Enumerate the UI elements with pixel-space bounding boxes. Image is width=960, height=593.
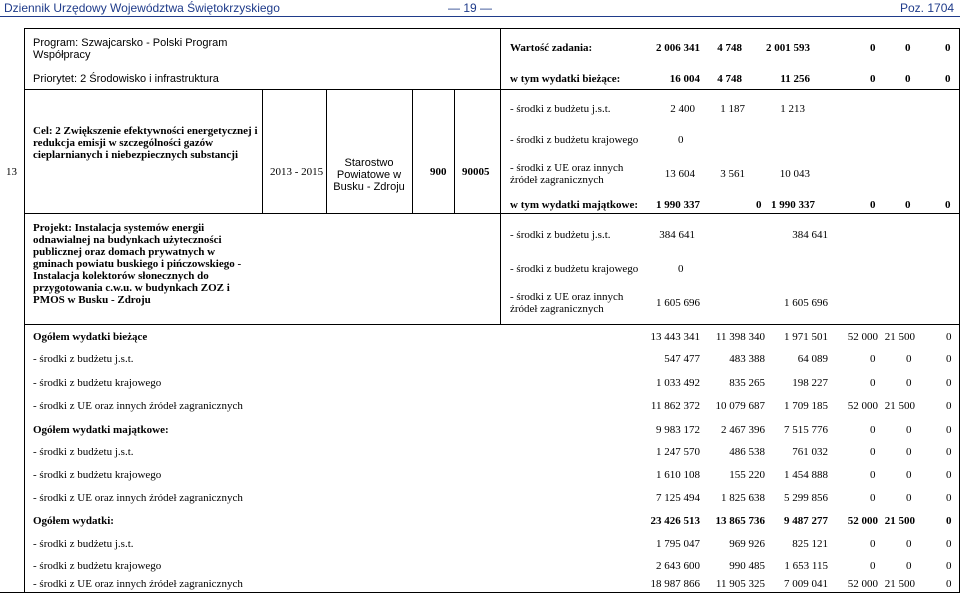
summary-y4: 21 500: [884, 400, 915, 412]
summary-label: - środki z UE oraz innych źródeł zagranicznych: [33, 400, 243, 412]
capital-y2: 1 990 337: [771, 199, 815, 211]
current-y3: 0: [870, 73, 876, 85]
summary-total: 2 643 600: [656, 560, 700, 572]
summary-label: - środki z budżetu j.s.t.: [33, 538, 134, 550]
summary-y2: 825 121: [792, 538, 828, 550]
summary-label: Ogółem wydatki:: [33, 515, 114, 527]
goal-text: Cel: 2 Zwiększenie efektywności energetycznej i redukcja emisji w szczególności gazów cieplarnianych i niebezpiecznych substancji: [33, 125, 258, 161]
page-number: — 19 —: [448, 1, 493, 15]
summary-y4: 0: [906, 446, 912, 458]
summary-y2: 1 709 185: [784, 400, 828, 412]
summary-y3: 52 000: [847, 400, 878, 412]
summary-y1: 483 388: [729, 353, 765, 365]
capital-national-total: 0: [678, 263, 684, 275]
current-jst-y1: 1 187: [720, 103, 745, 115]
project-text: Projekt: Instalacja systemów energii odnawialnej na budynkach użyteczności publicznej oraz domach prywatnych w gminach powiatu buskiego i pińczowskiego - Instalacja kolektorów słonecznych do przygotowania c.w.u. w budynkach ZOZ i PMOS w Busku - Zdroju: [33, 222, 242, 306]
capital-eu-label: - środki z UE oraz innych źródeł zagranicznych: [510, 291, 624, 315]
summary-y2: 9 487 277: [784, 515, 828, 527]
dzial: 900: [430, 166, 447, 178]
summary-total: 13 443 341: [650, 331, 700, 343]
current-jst-label: - środki z budżetu j.s.t.: [510, 103, 611, 115]
summary-y1: 13 865 736: [715, 515, 765, 527]
task-value-y2: 2 001 593: [766, 42, 810, 54]
current-total: 16 004: [669, 73, 700, 85]
rozdzial: 90005: [462, 166, 490, 178]
summary-y4: 0: [906, 469, 912, 481]
summary-y1: 1 825 638: [721, 492, 765, 504]
task-value-y4: 0: [905, 42, 911, 54]
summary-y3: 0: [870, 538, 876, 550]
summary-label: - środki z budżetu krajowego: [33, 560, 162, 572]
summary-label: - środki z budżetu krajowego: [33, 377, 162, 389]
summary-y5: 0: [946, 331, 952, 343]
capital-jst-total: 384 641: [659, 229, 695, 241]
summary-y3: 0: [870, 377, 876, 389]
summary-y1: 835 265: [729, 377, 765, 389]
summary-y3: 52 000: [847, 515, 878, 527]
capital-jst-y2: 384 641: [792, 229, 828, 241]
summary-y4: 0: [906, 492, 912, 504]
current-eu-y1: 3 561: [720, 168, 745, 180]
summary-label: - środki z budżetu j.s.t.: [33, 353, 134, 365]
summary-y5: 0: [946, 538, 952, 550]
summary-y2: 64 089: [797, 353, 828, 365]
summary-total: 1 610 108: [656, 469, 700, 481]
summary-y5: 0: [946, 560, 952, 572]
summary-y1: 11 398 340: [715, 331, 765, 343]
summary-y2: 1 454 888: [784, 469, 828, 481]
summary-label: Ogółem wydatki majątkowe:: [33, 424, 169, 436]
summary-y5: 0: [946, 492, 952, 504]
summary-y1: 969 926: [729, 538, 765, 550]
current-y1: 4 748: [717, 73, 742, 85]
summary-total: 1 795 047: [656, 538, 700, 550]
current-eu-total: 13 604: [664, 168, 695, 180]
capital-y5: 0: [945, 199, 951, 211]
summary-total: 1 033 492: [656, 377, 700, 389]
summary-label: - środki z budżetu j.s.t.: [33, 446, 134, 458]
current-national-label: - środki z budżetu krajowego: [510, 134, 639, 146]
summary-y5: 0: [946, 400, 952, 412]
summary-y5: 0: [946, 515, 952, 527]
summary-y1: 11 905 325: [715, 578, 765, 590]
summary-total: 7 125 494: [656, 492, 700, 504]
summary-total: 9 983 172: [656, 424, 700, 436]
capital-y4: 0: [905, 199, 911, 211]
summary-y2: 1 653 115: [784, 560, 828, 572]
capital-national-label: - środki z budżetu krajowego: [510, 263, 639, 275]
summary-y3: 0: [870, 492, 876, 504]
summary-y5: 0: [946, 377, 952, 389]
summary-y5: 0: [946, 446, 952, 458]
summary-label: Ogółem wydatki bieżące: [33, 331, 148, 343]
summary-y1: 2 467 396: [721, 424, 765, 436]
current-y2: 11 256: [780, 73, 810, 85]
summary-label: - środki z UE oraz innych źródeł zagranicznych: [33, 492, 243, 504]
current-y4: 0: [905, 73, 911, 85]
summary-y4: 0: [906, 538, 912, 550]
program-label: Program: Szwajcarsko - Polski Program Współpracy: [33, 37, 228, 61]
summary-y2: 198 227: [792, 377, 828, 389]
summary-y4: 0: [906, 560, 912, 572]
summary-y5: 0: [946, 469, 952, 481]
summary-total: 18 987 866: [650, 578, 700, 590]
capital-y3: 0: [870, 199, 876, 211]
header-rule: [0, 16, 960, 17]
summary-total: 1 247 570: [656, 446, 700, 458]
period: 2013 - 2015: [270, 166, 324, 178]
current-label: w tym wydatki bieżące:: [510, 73, 621, 85]
task-value-total: 2 006 341: [656, 42, 700, 54]
task-value-y1: 4 748: [717, 42, 742, 54]
summary-y4: 21 500: [884, 515, 915, 527]
summary-y2: 1 971 501: [784, 331, 828, 343]
summary-y3: 0: [870, 560, 876, 572]
summary-y1: 10 079 687: [715, 400, 765, 412]
summary-y3: 0: [870, 469, 876, 481]
summary-y4: 0: [906, 353, 912, 365]
task-value-y5: 0: [945, 42, 951, 54]
summary-total: 23 426 513: [650, 515, 700, 527]
priority-label: Priorytet: 2 Środowisko i infrastruktura: [33, 73, 219, 85]
summary-y2: 7 009 041: [784, 578, 828, 590]
summary-label: - środki z UE oraz innych źródeł zagranicznych: [33, 578, 243, 590]
capital-jst-label: - środki z budżetu j.s.t.: [510, 229, 611, 241]
capital-label: w tym wydatki majątkowe:: [510, 199, 639, 211]
summary-y1: 155 220: [729, 469, 765, 481]
capital-total: 1 990 337: [656, 199, 700, 211]
summary-total: 547 477: [664, 353, 700, 365]
summary-y2: 7 515 776: [784, 424, 828, 436]
summary-y4: 0: [906, 377, 912, 389]
task-value-y3: 0: [870, 42, 876, 54]
summary-y3: 52 000: [847, 578, 878, 590]
summary-total: 11 862 372: [650, 400, 700, 412]
summary-y2: 761 032: [792, 446, 828, 458]
summary-y5: 0: [946, 424, 952, 436]
summary-y4: 21 500: [884, 578, 915, 590]
position-number: Poz. 1704: [900, 1, 955, 15]
current-eu-y2: 10 043: [779, 168, 810, 180]
row-number: 13: [6, 166, 17, 178]
summary-y3: 0: [870, 446, 876, 458]
capital-eu-total: 1 605 696: [656, 297, 700, 309]
current-national-total: 0: [678, 134, 684, 146]
summary-y4: 21 500: [884, 331, 915, 343]
summary-y5: 0: [946, 578, 952, 590]
summary-y5: 0: [946, 353, 952, 365]
summary-y2: 5 299 856: [784, 492, 828, 504]
task-value-label: Wartość zadania:: [510, 42, 593, 54]
summary-y1: 486 538: [729, 446, 765, 458]
journal-title: Dziennik Urzędowy Województwa Świętokrzyskiego: [4, 1, 280, 15]
capital-y1: 0: [756, 199, 762, 211]
page-header: [0, 0, 960, 18]
summary-y3: 0: [870, 353, 876, 365]
summary-y3: 0: [870, 424, 876, 436]
summary-y3: 52 000: [847, 331, 878, 343]
summary-y4: 0: [906, 424, 912, 436]
summary-label: - środki z budżetu krajowego: [33, 469, 162, 481]
capital-eu-y2: 1 605 696: [784, 297, 828, 309]
current-jst-y2: 1 213: [780, 103, 805, 115]
current-eu-label: - środki z UE oraz innych źródeł zagranicznych: [510, 162, 624, 186]
summary-y1: 990 485: [729, 560, 765, 572]
current-y5: 0: [945, 73, 951, 85]
current-jst-total: 2 400: [670, 103, 695, 115]
responsible-unit: Starostwo Powiatowe w Busku - Zdroju: [333, 157, 405, 193]
